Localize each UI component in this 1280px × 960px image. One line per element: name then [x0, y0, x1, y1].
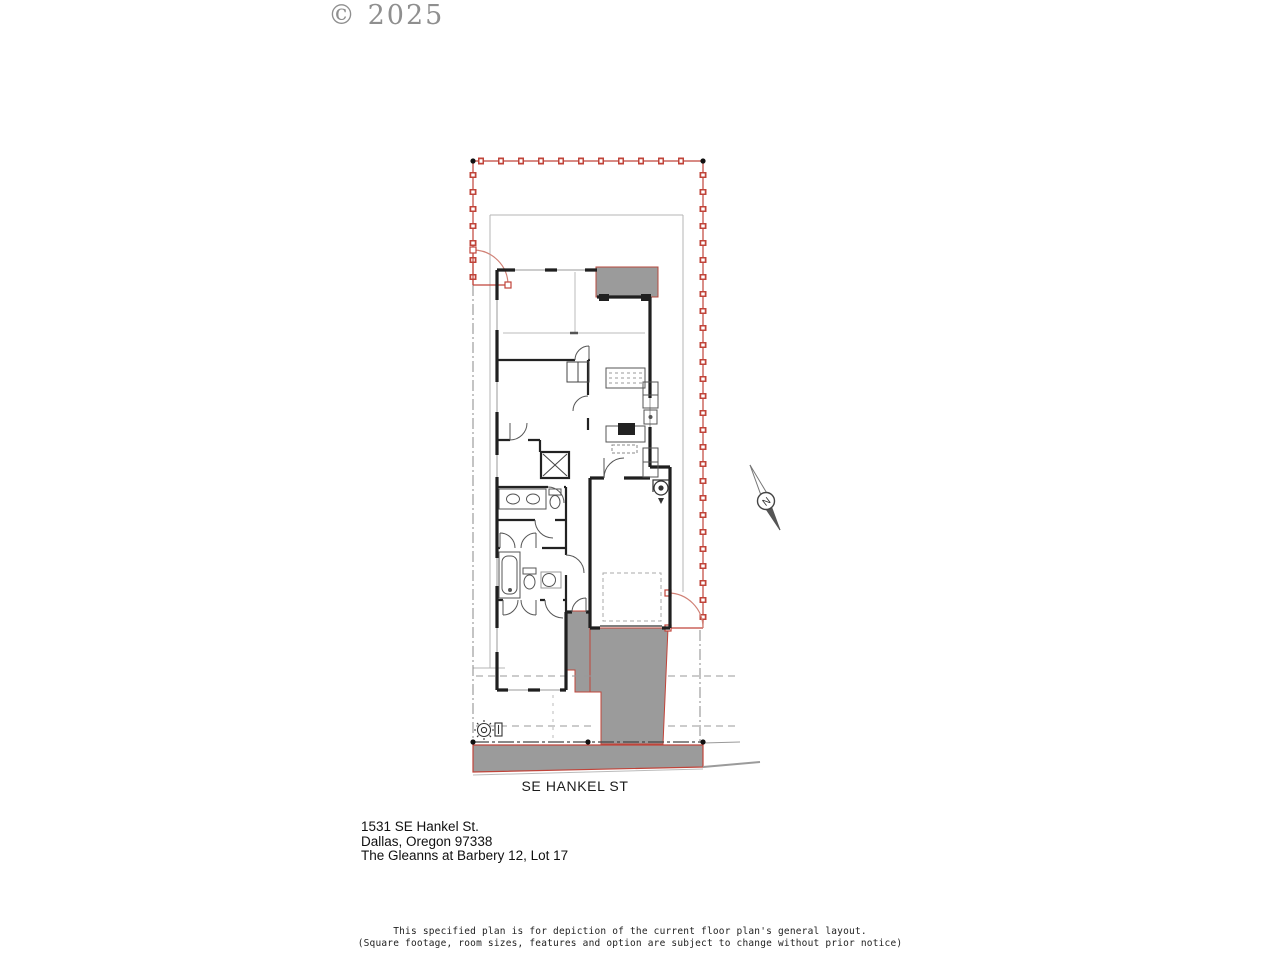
- street-edge-extension: [703, 762, 760, 767]
- water-heater-icon: [653, 480, 669, 504]
- street-area: [473, 745, 703, 772]
- range-icon: [618, 423, 635, 435]
- car-space: [603, 573, 661, 621]
- bathroom-fixtures: [499, 489, 561, 598]
- sink-icon: [527, 494, 540, 504]
- driveway-area: [590, 628, 668, 744]
- utility-meter-icon: [474, 720, 502, 740]
- porch-area: [566, 611, 590, 692]
- toilet-icon: [524, 575, 535, 589]
- address-line-3: The Gleanns at Barbery 12, Lot 17: [361, 848, 569, 864]
- garage-fixtures: [603, 480, 669, 621]
- north-arrow-icon: [750, 465, 780, 530]
- address-line-1: 1531 SE Hankel St.: [361, 819, 479, 834]
- laundry-closet-x: [543, 454, 567, 476]
- sink-icon: [507, 494, 520, 504]
- disclaimer-block: [280, 926, 980, 949]
- compass-label: N: [760, 495, 774, 509]
- disclaimer-line-2: (Square footage, room sizes, features and option are subject to change without prior notice): [357, 937, 903, 949]
- toilet-icon: [550, 496, 560, 509]
- address-line-2: Dallas, Oregon 97338: [361, 833, 493, 849]
- street-name-label: SE HANKEL ST: [521, 778, 629, 794]
- patio-area: [596, 267, 658, 297]
- copyright-watermark: © 2025: [328, 0, 445, 31]
- door-swings: [500, 346, 624, 618]
- address-block: [361, 820, 568, 864]
- house-interior-walls: [497, 360, 590, 612]
- disclaimer-line-1: This specified plan is for depiction of the current floor plan's general layout.: [393, 926, 867, 937]
- sink-icon: [543, 574, 556, 587]
